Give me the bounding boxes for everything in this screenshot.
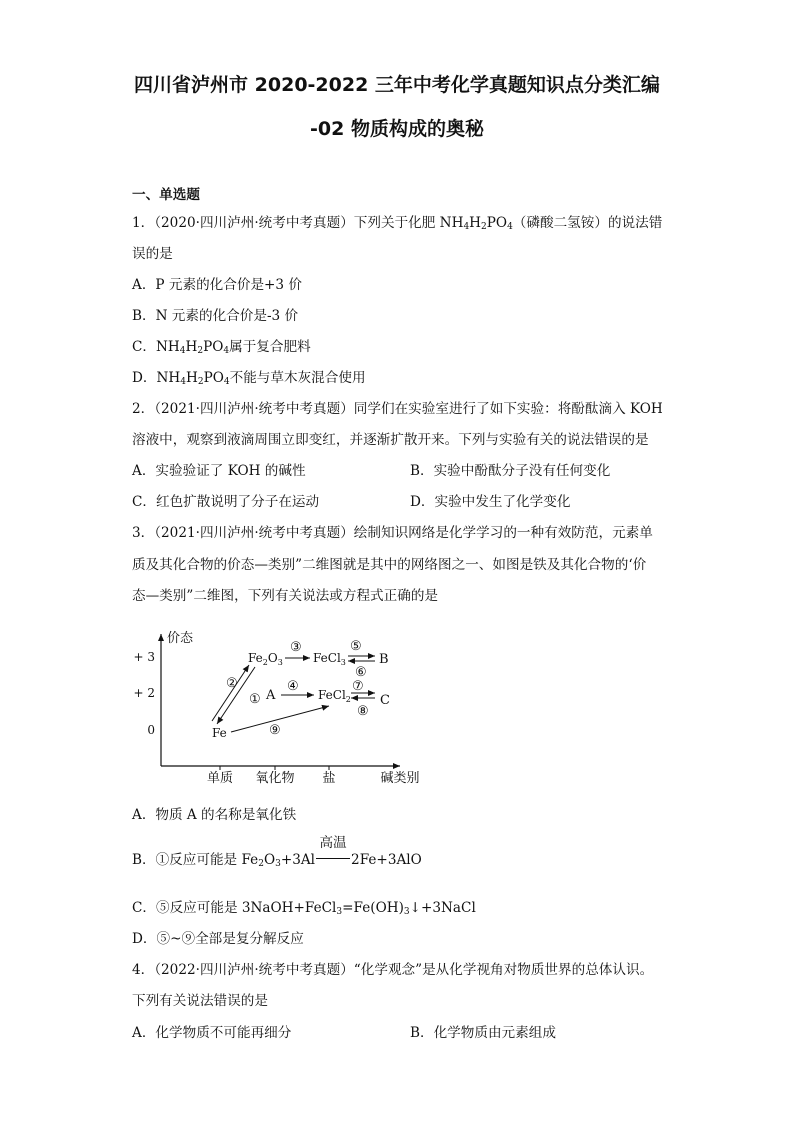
arrow-label-5: ⑤ <box>350 639 362 654</box>
y-axis-label: 价态 <box>167 631 194 646</box>
question-3-stem-cont: 质及其化合物的价态—类别”二维图就是其中的网络图之一、如图是铁及其化合物的‘价 <box>132 557 647 573</box>
y-tick-0: 0 <box>147 723 155 737</box>
arrow-label-8: ⑧ <box>357 704 369 719</box>
question-3-option-a: A．物质 A 的名称是氧化铁 <box>132 807 297 823</box>
x-tick-oxide: 氧化物 <box>255 771 295 786</box>
question-2-option-d: D．实验中发生了化学变化 <box>410 494 571 510</box>
reaction-condition-bar <box>315 835 351 869</box>
question-1-stem: 1．（2020·四川泸州·统考中考真题）下列关于化肥 $NH_4H_2PO_4$（磷酸二氢铵）的说法错 <box>132 215 663 232</box>
node-fe: Fe <box>212 726 227 740</box>
question-2-option-a: A．实验验证了 KOH 的碱性 <box>132 463 306 479</box>
question-1-option-b: B．N 元素的化合价是-3 价 <box>132 308 299 324</box>
arrow-label-6: ⑥ <box>355 665 367 680</box>
node-c: C <box>380 693 390 708</box>
question-1-stem-cont: 误的是 <box>132 246 173 262</box>
x-tick-salt: 盐 <box>322 771 336 786</box>
node-fe2o3: $Fe_2O_3$ <box>248 651 283 667</box>
question-2-stem-cont: 溶液中，观察到液滴周围立即变红，并逐渐扩散开来。下列与实验有关的说法错误的是 <box>132 432 649 448</box>
question-1-option-a: A．P 元素的化合价是+3 价 <box>132 277 302 293</box>
arrow-1 <box>212 665 249 721</box>
question-1-option-c: C．$NH_4H_2PO_4$属于复合肥料 <box>132 339 311 356</box>
question-2-option-c: C．红色扩散说明了分子在运动 <box>132 494 320 510</box>
y-tick-plus-2: + 2 <box>133 686 155 700</box>
reaction-condition-label: 高温 <box>319 835 347 851</box>
question-2-stem: 2．（2021·四川泸州·统考中考真题）同学们在实验室进行了如下实验：将酚酞滴入 KOH <box>132 401 663 417</box>
y-tick-plus-3: + 3 <box>133 650 155 664</box>
arrow-label-4: ④ <box>287 679 299 694</box>
node-fecl2: FeCl$_2$ <box>318 688 351 704</box>
document-title-line-1: 四川省泸州市 2020-2022 三年中考化学真题知识点分类汇编 <box>134 74 660 96</box>
question-4-option-a: A．化学物质不可能再细分 <box>132 1025 292 1041</box>
question-3-option-b: B．①反应可能是 $Fe_2O_3+3Al$ 高温 2Fe+3AlO <box>132 835 422 869</box>
question-4-stem: 4．（2022·四川泸州·统考中考真题）“化学观念”是从化学视角对物质世界的总体认识。 <box>132 962 654 978</box>
node-a: A <box>266 688 276 703</box>
arrow-label-3: ③ <box>290 640 302 655</box>
question-3-option-d: D．⑤~⑨全部是复分解反应 <box>132 931 304 947</box>
question-3-stem: 3．（2021·四川泸州·统考中考真题）绘制知识网络是化学学习的一种有效防范，元素单 <box>132 525 653 541</box>
arrow-label-7: ⑦ <box>352 679 364 694</box>
node-fecl3: FeCl$_3$ <box>313 651 346 667</box>
question-4-stem-cont: 下列有关说法错误的是 <box>132 993 268 1009</box>
question-4-option-b: B．化学物质由元素组成 <box>410 1025 556 1041</box>
arrow-label-9: ⑨ <box>269 723 281 738</box>
section-heading: 一、单选题 <box>132 187 200 203</box>
document-title-line-2: -02 物质构成的奥秘 <box>310 118 484 140</box>
question-3-stem-cont-2: 态—类别”二维图，下列有关说法或方程式正确的是 <box>132 588 439 604</box>
question-1-option-d: D．$NH_4H_2PO_4$不能与草木灰混合使用 <box>132 370 366 387</box>
question-2-option-b: B．实验中酚酞分子没有任何变化 <box>410 463 611 479</box>
node-b: B <box>379 652 389 667</box>
x-axis-label: 碱类别 <box>380 771 420 786</box>
x-tick-elemental: 单质 <box>206 771 234 786</box>
iron-valence-category-diagram <box>128 624 428 786</box>
question-3-option-c: C．⑤反应可能是 $3NaOH+FeCl_3=Fe(OH)_3↓+3NaCl$ <box>132 900 476 917</box>
arrow-label-2: ② <box>226 676 238 691</box>
arrow-label-1: ① <box>249 692 261 707</box>
